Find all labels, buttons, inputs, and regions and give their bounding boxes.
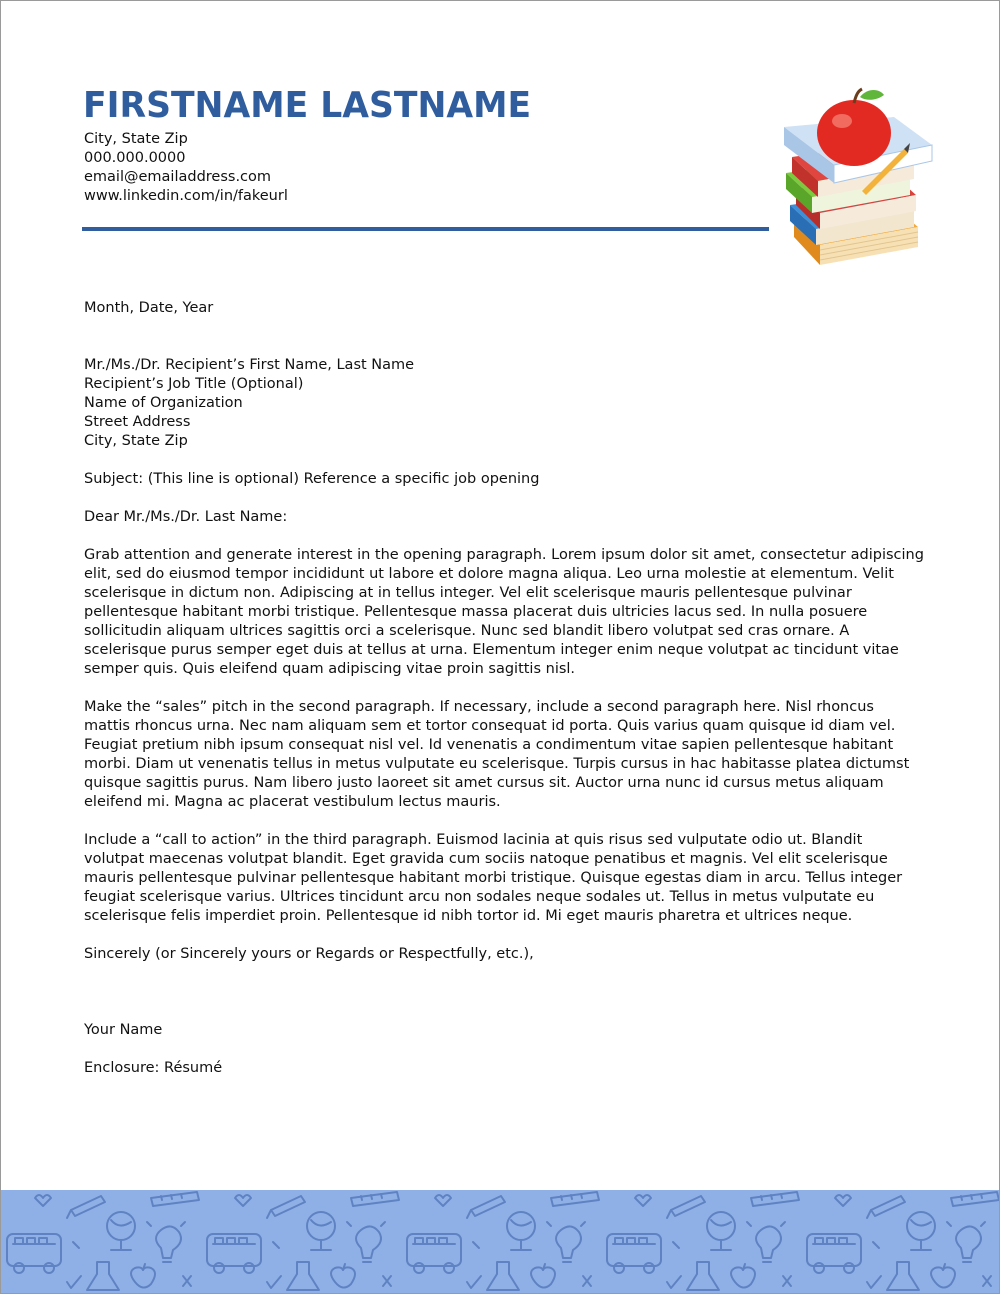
paragraph-call-to-action: Include a “call to action” in the third paragraph. Euismod lacinia at quis risus sed vulputate odio ut. Blandit volutpat maecenas volutpat blandit. Eget gravida cum sociis natoque penatibus et magnis. Vel elit scelerisque mauris pellentesque pulvinar pellentesque habitant morbi tristique. Quisque egestas diam in arcu. Tellus integer feugiat scelerisque varius. Ultrices tincidunt arcu non sodales neque sodales ut. Tellus in metus vulputate eu scelerisque felis imperdiet proin. Pellentesque id nibh tortor id. Mi eget mauris pharetra et ultrices neque. — [84, 832, 903, 924]
contact-email: email@emailaddress.com — [84, 169, 272, 185]
letter-body — [84, 299, 924, 1078]
enclosure-line: Enclosure: Résumé — [84, 1060, 223, 1076]
signature-name: Your Name — [84, 1022, 163, 1038]
recipient-name: Mr./Ms./Dr. Recipient’s First Name, Last Name — [84, 357, 415, 373]
recipient-street: Street Address — [84, 414, 191, 430]
subject-line: Subject: (This line is optional) Reference a specific job opening — [84, 471, 540, 487]
contact-block — [84, 130, 288, 206]
recipient-city-state-zip: City, State Zip — [84, 433, 188, 449]
salutation: Dear Mr./Ms./Dr. Last Name: — [84, 509, 288, 525]
paragraph-opening: Grab attention and generate interest in the opening paragraph. Lorem ipsum dolor sit amet, consectetur adipiscing elit, sed do eiusmod tempor incididunt ut labore et dolore magna aliqua. Leo urna molestie at elementum. Velit scelerisque in dictum non. Adipiscing at in tellus integer. Vel elit scelerisque mauris pellentesque pulvinar pellentesque habitant morbi tristique. Pellentesque massa placerat duis ultricies lacus sed. In nulla posuere sollicitudin aliquam ultrices sagittis orci a scelerisque. Nunc sed blandit libero volutpat sed cras ornare. A scelerisque purus semper eget duis at tellus at urna. Elementum integer enim neque volutpat ac tincidunt vitae semper quis. Quis eleifend quam adipiscing vitae proin sagittis nisl. — [84, 547, 924, 677]
recipient-organization: Name of Organization — [84, 395, 243, 411]
letter-date: Month, Date, Year — [84, 300, 214, 316]
contact-phone: 000.000.0000 — [84, 150, 186, 166]
header-divider — [82, 227, 769, 231]
paragraph-sales-pitch: Make the “sales” pitch in the second paragraph. If necessary, include a second paragraph here. Nisl rhoncus mattis rhoncus urna. Nec nam aliquam sem et tortor consequat id porta. Quis varius quam quisque id diam vel. Feugiat pretium nibh ipsum consequat nisl vel. Id venenatis a condimentum vitae sapien pellentesque habitant morbi. Diam ut venenatis tellus in metus vulputate eu scelerisque. Turpis cursus in hac habitasse platea dictumst quisque sagittis purus. Nam libero justo laoreet sit amet cursus sit. Auctor urna nunc id cursus metus aliquam eleifend mi. Magna ac placerat vestibulum lectus mauris. — [84, 699, 910, 810]
school-doodle-pattern — [1, 1190, 999, 1294]
stack-of-books-with-apple-icon — [776, 87, 936, 287]
recipient-job-title: Recipient’s Job Title (Optional) — [84, 376, 304, 392]
applicant-name: FIRSTNAME LASTNAME — [83, 85, 532, 126]
contact-city-state-zip: City, State Zip — [84, 131, 188, 147]
contact-linkedin: www.linkedin.com/in/fakeurl — [84, 188, 288, 204]
closing: Sincerely (or Sincerely yours or Regards or Respectfully, etc.), — [84, 946, 534, 962]
